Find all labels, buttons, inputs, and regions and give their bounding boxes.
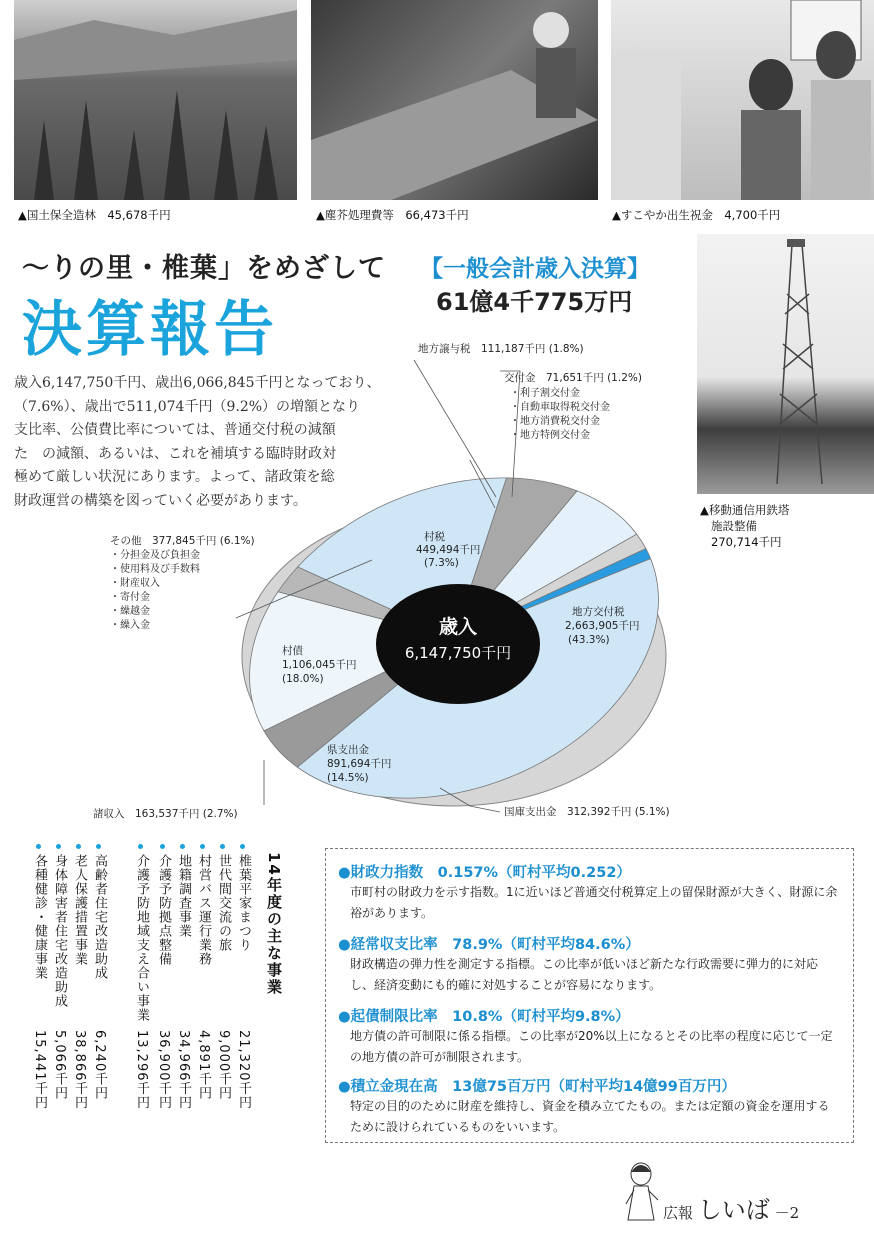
sonota-item: ・使用料及び手数料: [110, 564, 200, 575]
label-kofuzei-name: 地方交付税: [572, 606, 625, 618]
pie-center-label: 歳入: [438, 616, 478, 638]
birth-caption: ▲すこやか出生祝金 4,700千円: [612, 208, 781, 222]
label-sonota: その他 377,845千円 (6.1%): [110, 535, 255, 547]
project-name: 老人保護措置事業: [72, 854, 87, 966]
kofukin-item: ・利子割交付金: [510, 388, 580, 399]
tower-caption-line2: 施設整備: [711, 519, 757, 533]
indicator-title: ●起債制限比率 10.8%（町村平均9.8%）: [338, 1009, 630, 1025]
body-line: （7.6%）、歳出で511,074千円（9.2%）の増額となり: [14, 398, 361, 415]
waste-caption: ▲塵芥処理費等 66,473千円: [316, 208, 469, 222]
project-name: 地籍調査事業: [176, 854, 191, 938]
label-sonzei-pct: (7.3%): [424, 557, 459, 569]
footer-brand-name: しいば: [697, 1196, 770, 1224]
project-name: 村営バス運行業務: [196, 854, 211, 966]
page-title: 決算報告: [22, 295, 278, 365]
kofukin-item: ・地方特例交付金: [510, 430, 590, 441]
project-amount: 4,891千円: [196, 1030, 211, 1101]
revenue-heading: 【一般会計歳入決算】: [420, 256, 650, 282]
page-number: －2: [774, 1204, 800, 1222]
bullet-dot: [56, 844, 61, 849]
label-sonzei-name: 村税: [424, 531, 445, 543]
indicator-box: [325, 848, 854, 1143]
projects-title: 14年度の主な事業: [265, 852, 283, 996]
indicator-desc: 市町村の財政力を示す指数。1に近いほど普通交付税算定上の留保財源が大きく、財源に余裕があります。: [350, 885, 838, 920]
bullet-dot: [36, 844, 41, 849]
label-ken-pct: (14.5%): [327, 772, 369, 784]
sonota-item: ・寄付金: [110, 592, 150, 603]
label-chiho-joyozei: 地方譲与税 111,187千円 (1.8%): [418, 343, 584, 355]
project-amount: 5,066千円: [52, 1030, 67, 1101]
indicator-title: ●積立金現在高 13億75百万円（町村平均14億99百万円）: [338, 1079, 736, 1095]
project-name: 椎葉平家まつり: [236, 854, 251, 952]
label-sonsai-pct: (18.0%): [282, 673, 324, 685]
project-name: 各種健診・健康事業: [32, 854, 47, 980]
tower-caption-line1: ▲移動通信用鉄塔: [700, 503, 790, 517]
pie-center-value: 6,147,750千円: [404, 644, 512, 662]
project-amount: 36,900千円: [156, 1030, 171, 1110]
kofukin-item: ・地方消費税交付金: [510, 416, 600, 427]
sonota-item: ・分担金及び負担金: [110, 550, 200, 561]
label-kokko: 国庫支出金 312,392千円 (5.1%): [504, 806, 670, 818]
bullet-dot: [138, 844, 143, 849]
bullet-dot: [240, 844, 245, 849]
project-amount: 13,296千円: [134, 1030, 149, 1110]
project-amount: 21,320千円: [236, 1030, 251, 1110]
footer-brand-prefix: 広報: [663, 1204, 694, 1222]
indicator-desc: 財政構造の弾力性を測定する指標。この比率が低いほど新たな行政需要に弾力的に対応し、経済変動にも的確に対処することが容易になります。: [350, 957, 819, 992]
kofukin-item: ・自動車取得税交付金: [510, 402, 610, 413]
label-kofukin: 交付金 71,651千円 (1.2%): [504, 372, 642, 384]
label-kofuzei-pct: (43.3%): [568, 634, 610, 646]
project-name: 介護予防拠点整備: [156, 854, 171, 966]
sonota-item: ・繰越金: [110, 606, 150, 617]
label-shoshunyu: 諸収入 163,537千円 (2.7%): [93, 808, 238, 820]
project-amount: 38,866千円: [72, 1030, 87, 1110]
label-ken-name: 県支出金: [327, 744, 369, 756]
project-amount: 34,966千円: [176, 1030, 191, 1110]
project-name: 介護予防地域支え合い事業: [134, 854, 149, 1022]
body-line: た の減額、あるいは、これを補填する臨時財政対: [14, 445, 336, 462]
label-kofuzei-value: 2,663,905千円: [565, 620, 640, 632]
label-ken-value: 891,694千円: [327, 758, 392, 770]
page-subtitle: 〜りの里・椎葉」をめざして: [22, 253, 386, 284]
body-line: 歳入6,147,750千円、歳出6,066,845千円となっており、: [14, 375, 381, 391]
tower-caption-line3: 270,714千円: [711, 535, 782, 549]
indicator-desc: 特定の目的のために財産を維持し、資金を積み立てたもの。または定額の資金を運用するために設けられているものをいいます。: [350, 1099, 830, 1134]
mascot-illustration: [620, 1160, 662, 1222]
body-line: 財政運営の構築を図っていく必要があります。: [14, 492, 307, 509]
sonota-item: ・財産収入: [110, 578, 160, 589]
project-amount: 15,441千円: [32, 1030, 47, 1110]
label-sonzei-value: 449,494千円: [416, 544, 481, 556]
project-amount: 6,240千円: [92, 1030, 107, 1101]
bullet-dot: [200, 844, 205, 849]
bullet-dot: [160, 844, 165, 849]
project-amount: 9,000千円: [216, 1030, 231, 1101]
revenue-total: 61億4千775万円: [436, 288, 633, 316]
footer-brand: [663, 1190, 799, 1225]
label-sonsai-value: 1,106,045千円: [282, 659, 357, 671]
bullet-dot: [96, 844, 101, 849]
indicator-title: ●経常収支比率 78.9%（町村平均84.6%）: [338, 937, 640, 953]
body-line: 極めて厳しい状況にあります。よって、諸政策を総: [14, 469, 335, 485]
label-sonsai-name: 村債: [282, 645, 303, 657]
forest-caption: ▲国土保全造林 45,678千円: [18, 208, 171, 222]
bullet-dot: [76, 844, 81, 849]
project-name: 身体障害者住宅改造助成: [52, 854, 67, 1008]
bullet-dot: [220, 844, 225, 849]
sonota-item: ・繰入金: [110, 620, 150, 631]
project-name: 世代間交流の旅: [216, 854, 231, 952]
bullet-dot: [180, 844, 185, 849]
indicator-desc: 地方債の許可制限に係る指標。この比率が20%以上になるとその比率の程度に応じて一定の地方債の許可が制限されます。: [350, 1029, 833, 1064]
body-line: 支比率、公債費比率については、普通交付税の減額: [14, 422, 336, 438]
project-name: 高齢者住宅改造助成: [92, 854, 107, 980]
indicator-title: ●財政力指数 0.157%（町村平均0.252）: [338, 865, 631, 881]
